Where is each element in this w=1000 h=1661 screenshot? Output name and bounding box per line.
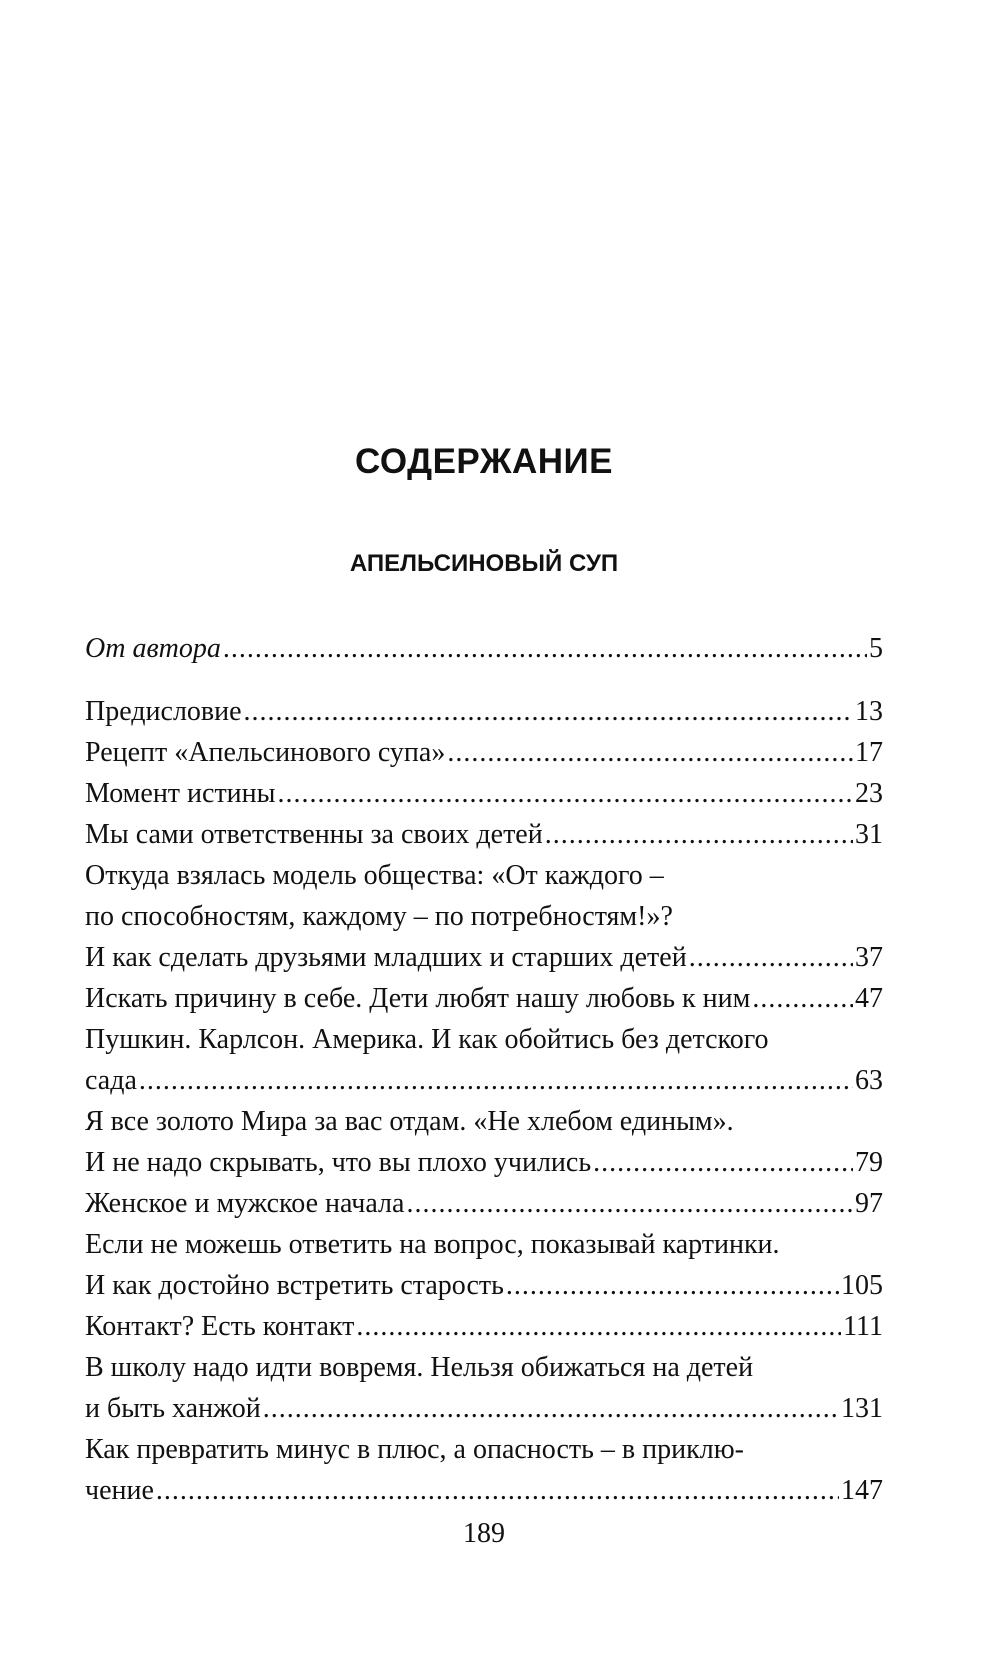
toc-entry-page: 63 <box>855 1065 883 1096</box>
toc-entry-page: 131 <box>841 1393 883 1424</box>
leader-dots <box>223 628 867 669</box>
toc-entry-from-author[interactable] <box>85 628 883 669</box>
toc-entry-text: Контакт? Есть контакт <box>85 1311 355 1342</box>
toc-entry-page: 17 <box>855 737 883 768</box>
toc-entry-text: по способностям, каждому – по потребностям!»? <box>85 901 673 932</box>
toc-entry-minus-plus-line1[interactable] <box>85 1429 883 1470</box>
toc-entry-text: Если не можешь ответить на вопрос, показывай картинки. <box>85 1229 780 1260</box>
toc-entry-preface[interactable] <box>85 691 883 732</box>
leader-dots <box>244 691 853 732</box>
toc-entry-text: От автора <box>85 633 221 664</box>
leader-dots <box>593 1142 853 1183</box>
toc-entry-recipe[interactable] <box>85 732 883 773</box>
toc-entry-gold-line1[interactable] <box>85 1101 883 1142</box>
leader-dots <box>752 978 853 1019</box>
toc-entry-text: Искать причину в себе. Дети любят нашу любовь к ним <box>85 983 751 1014</box>
toc-entry-gold-line2[interactable] <box>85 1142 883 1183</box>
toc-entry-text: чение <box>85 1475 154 1506</box>
toc-entry-pushkin-line1[interactable] <box>85 1019 883 1060</box>
toc-entry-contact[interactable] <box>85 1306 883 1347</box>
toc-entry-text: Пушкин. Карлсон. Америка. И как обойтись без детского <box>85 1024 769 1055</box>
toc-entry-text: Предисловие <box>85 696 242 727</box>
toc-entry-page: 97 <box>855 1188 883 1219</box>
toc-entry-text: И как сделать друзьями младших и старших детей <box>85 942 687 973</box>
toc-entry-text: сада <box>85 1065 137 1096</box>
toc-entry-moment-of-truth[interactable] <box>85 773 883 814</box>
leader-dots <box>689 937 853 978</box>
toc-entry-text: Женское и мужское начала <box>85 1188 405 1219</box>
toc-entry-pictures-line2[interactable] <box>85 1265 883 1306</box>
toc-entry-page: 31 <box>855 819 883 850</box>
toc-entry-page: 79 <box>855 1147 883 1178</box>
toc-entry-pushkin-line2[interactable] <box>85 1060 883 1101</box>
toc-entry-text: И как достойно встретить старость <box>85 1270 504 1301</box>
leader-dots <box>506 1265 839 1306</box>
toc-entry-feminine-masculine[interactable] <box>85 1183 883 1224</box>
toc-entry-school-line2[interactable] <box>85 1388 883 1429</box>
toc-entry-text: И не надо скрывать, что вы плохо учились <box>85 1147 592 1178</box>
toc-entry-society-model-line1[interactable] <box>85 855 883 896</box>
toc-entry-page: 5 <box>869 633 883 664</box>
leader-dots <box>139 1060 853 1101</box>
toc-entry-page: 37 <box>855 942 883 973</box>
leader-dots <box>356 1306 841 1347</box>
leader-dots <box>447 732 853 773</box>
leader-dots <box>277 773 853 814</box>
leader-dots <box>545 814 853 855</box>
toc-entry-text: Откуда взялась модель общества: «От каждого – <box>85 860 664 891</box>
toc-entry-minus-plus-line2[interactable] <box>85 1470 883 1511</box>
toc-entry-text: Мы сами ответственны за своих детей <box>85 819 543 850</box>
toc-title: СОДЕРЖАНИЕ <box>354 442 613 481</box>
toc-entry-text: Момент истины <box>85 778 276 809</box>
toc-entry-society-model-line2[interactable] <box>85 896 883 937</box>
toc-entry-school-line1[interactable] <box>85 1347 883 1388</box>
toc-entry-text: Как превратить минус в плюс, а опасность – в приклю- <box>85 1434 744 1465</box>
leader-dots <box>156 1470 839 1511</box>
toc-entry-society-model-line3[interactable] <box>85 937 883 978</box>
section-title: АПЕЛЬСИНОВЫЙ СУП <box>349 550 619 577</box>
page-number: 189 <box>463 1518 505 1549</box>
toc-entry-pictures-line1[interactable] <box>85 1224 883 1265</box>
leader-dots <box>263 1388 839 1429</box>
toc-entry-page: 47 <box>855 983 883 1014</box>
toc-entry-text: В школу надо идти вовремя. Нельзя обижаться на детей <box>85 1352 754 1383</box>
leader-dots <box>406 1183 853 1224</box>
toc-entry-page: 111 <box>843 1311 883 1342</box>
toc-entry-page: 23 <box>855 778 883 809</box>
toc-entry-page: 105 <box>841 1270 883 1301</box>
toc-entry-text: Рецепт «Апельсинового супа» <box>85 737 446 768</box>
toc-entry-text: и быть ханжой <box>85 1393 261 1424</box>
table-of-contents <box>85 628 883 1511</box>
toc-entry-page: 13 <box>855 696 883 727</box>
toc-entry-responsible[interactable] <box>85 814 883 855</box>
toc-entry-page: 147 <box>841 1475 883 1506</box>
toc-entry-text: Я все золото Мира за вас отдам. «Не хлебом единым». <box>85 1106 734 1137</box>
toc-entry-look-within[interactable] <box>85 978 883 1019</box>
